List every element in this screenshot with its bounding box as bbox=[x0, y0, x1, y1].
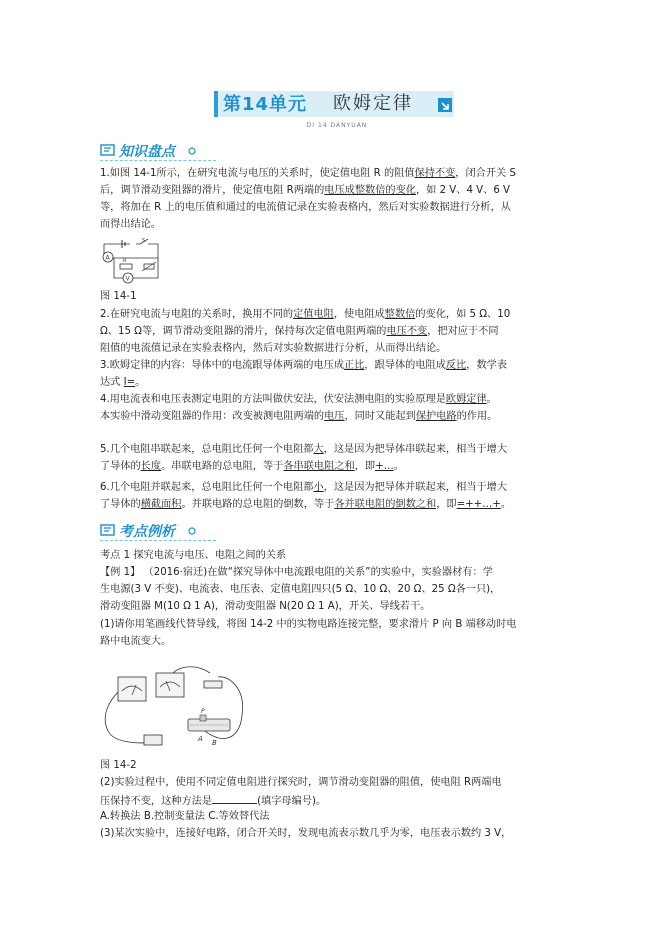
k4-line2: 本实验中滑动变阻器的作用：改变被测电阻两端的电压，同时又能起到保护电路的作用。 bbox=[100, 411, 498, 422]
unit-title: 欧姆定律 bbox=[333, 93, 413, 114]
section-underline bbox=[100, 160, 216, 162]
question1-line2: 路中电流变大。 bbox=[100, 636, 172, 647]
k2-line2: Ω、15 Ω等，调节滑动变阻器的滑片，保持每次定值电阻两端的电压不变，把对应于不同 bbox=[100, 326, 499, 337]
notebook-icon bbox=[100, 523, 116, 537]
section-underline bbox=[100, 540, 216, 542]
notebook-icon bbox=[100, 143, 116, 157]
battery-device bbox=[144, 735, 162, 745]
example1-line1: 【例 1】 （2016·宿迁)在做“探究导体中电流跟电阻的关系”的实验中，实验器材有：学 bbox=[100, 567, 493, 578]
terminal-a-label: A bbox=[198, 735, 203, 743]
ammeter-device bbox=[118, 677, 146, 701]
terminal-b-label: B bbox=[212, 739, 217, 747]
k3-line1: 3.欧姆定律的内容：导体中的电流跟导体两端的电压成正比，跟导体的电阻成反比，数学表 bbox=[100, 360, 508, 371]
k1-line3: 等，将加在 R 上的电压值和通过的电流值记录在实验表格内，然后对实验数据进行分析，从 bbox=[100, 202, 511, 213]
section-title: 知识盘点 bbox=[119, 144, 175, 160]
question2-options: A.转换法 B.控制变量法 C.等效替代法 bbox=[100, 811, 270, 822]
section-title: 考点例析 bbox=[119, 524, 175, 540]
k1-line2: 后，调节滑动变阻器的滑片，使定值电阻 R两端的电压成整数倍的变化，如 2 V、4 V、6 V bbox=[100, 185, 511, 196]
figure-caption-14-1: 图 14-1 bbox=[100, 291, 137, 302]
resistor-label: R bbox=[123, 258, 127, 264]
k4-line1: 4.用电流表和电压表测定电阻的方法叫做伏安法，伏安法测电阻的实验原理是欧姆定律。 bbox=[100, 394, 497, 405]
k2-line1: 2.在研究电流与电阻的关系时，换用不同的定值电阻，使电阻成整数倍的变化，如 5 Ω、10 bbox=[100, 309, 511, 320]
k1-line4: 而得出结论。 bbox=[100, 219, 162, 230]
k6-line2: 了导体的横截面积。并联电路的总电阻的倒数，等于各并联电阻的倒数之和，即=++…+。 bbox=[100, 499, 512, 510]
switch-device bbox=[204, 681, 222, 688]
k5-line1: 5.几个电阻串联起来，总电阻比任何一个电阻都大，这是因为把导体串联起来，相当于增大 bbox=[100, 444, 508, 455]
ammeter-label: A bbox=[105, 254, 110, 262]
unit-pinyin: DI 14 DANYUAN bbox=[306, 122, 368, 129]
k2-line3: 阻值的电流值记录在实验表格内，然后对实验数据进行分析，从而得出结论。 bbox=[100, 343, 447, 354]
example-point-heading: 考点 1 探究电流与电压、电阻之间的关系 bbox=[100, 550, 287, 561]
question2-line2: 压保持不变，这种方法是 (填字母编号)。 bbox=[100, 793, 326, 809]
k5-line2: 了导体的长度。串联电路的总电阻，等于各串联电阻之和，即+…。 bbox=[100, 461, 404, 472]
k3-line2: 达式 I=。 bbox=[100, 377, 146, 388]
k6-line1: 6.几个电阻并联起来，总电阻比任何一个电阻都小，这是因为把导体并联起来，相当于增大 bbox=[100, 482, 508, 493]
unit-banner bbox=[214, 88, 460, 129]
question2-line1: (2)实验过程中，使用不同定值电阻进行探究时，调节滑动变阻器的阻值，使电阻 R两端电 bbox=[100, 777, 502, 788]
circuit-diagram-14-2 bbox=[100, 655, 250, 753]
section-dot-icon bbox=[188, 147, 196, 155]
k1-line1: 1.如图 14-1所示，在研究电流与电压的关系时，使定值电阻 R 的阻值保持不变，闭合开关 S bbox=[100, 168, 516, 179]
voltmeter-device bbox=[156, 673, 184, 697]
corner-arrow-icon bbox=[438, 98, 452, 112]
slider-p-label: P bbox=[201, 708, 205, 715]
circuit-diagram-14-1 bbox=[100, 236, 162, 288]
figure-caption-14-2: 图 14-2 bbox=[100, 760, 137, 771]
question3-line1: (3)某次实验中，连接好电路，闭合开关时，发现电流表示数几乎为零，电压表示数约 3 V， bbox=[100, 828, 512, 839]
voltmeter-label: V bbox=[125, 275, 130, 283]
example1-line2: 生电源(3 V 不变)、电流表、电压表、定值电阻四只(5 Ω、10 Ω、20 Ω、25 Ω各一只)， bbox=[100, 584, 501, 595]
switch-label: S bbox=[142, 238, 146, 244]
example1-line3: 滑动变阻器 M(10 Ω 1 A)，滑动变阻器 N(20 Ω 1 A)，开关、导线若干。 bbox=[100, 601, 431, 612]
question1-line1: (1)请你用笔画线代替导线，将图 14-2 中的实物电路连接完整，要求滑片 P 向 B 端移动时电 bbox=[100, 619, 517, 630]
banner-accent bbox=[214, 91, 218, 117]
answer-blank[interactable] bbox=[212, 793, 257, 804]
section-dot-icon bbox=[188, 527, 196, 535]
unit-number: 第14单元 bbox=[223, 94, 308, 115]
